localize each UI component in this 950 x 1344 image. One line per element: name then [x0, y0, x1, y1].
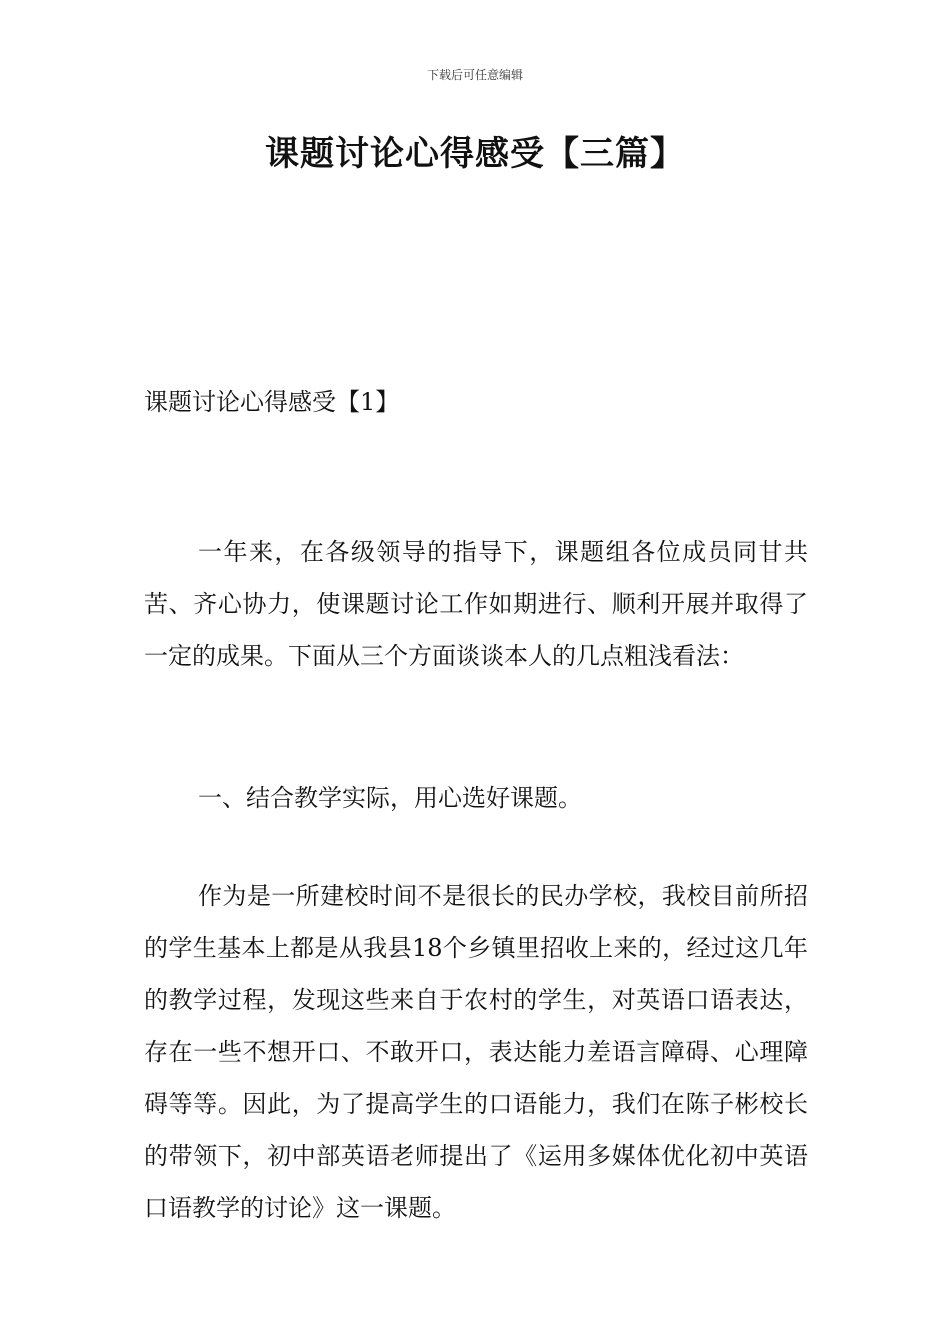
document-title: 课题讨论心得感受【三篇】	[265, 134, 685, 174]
paragraph-body: 作为是一所建校时间不是很长的民办学校，我校目前所招的学生基本上都是从我县18个乡镇里招收上来的，经过这几年的教学过程，发现这些来自于农村的学生，对英语口语表达，存在一些不想开口、不敢开口，表达能力差语言障碍、心理障碍等等。因此，为了提高学生的口语能力，我们在陈子彬校长的带领下，初中部英语老师提出了《运用多媒体优化初中英语口语教学的讨论》这一课题。	[144, 882, 808, 1222]
paragraph-intro: 一年来，在各级领导的指导下，课题组各位成员同甘共苦、齐心协力，使课题讨论工作如期进行、顺利开展并取得了一定的成果。下面从三个方面谈谈本人的几点粗浅看法：	[144, 538, 808, 670]
paragraph-point-one-heading: 一、结合教学实际，用心选好课题。	[198, 784, 582, 812]
header-note: 下载后可任意编辑	[426, 68, 523, 82]
section-heading: 课题讨论心得感受【1】	[144, 388, 400, 416]
